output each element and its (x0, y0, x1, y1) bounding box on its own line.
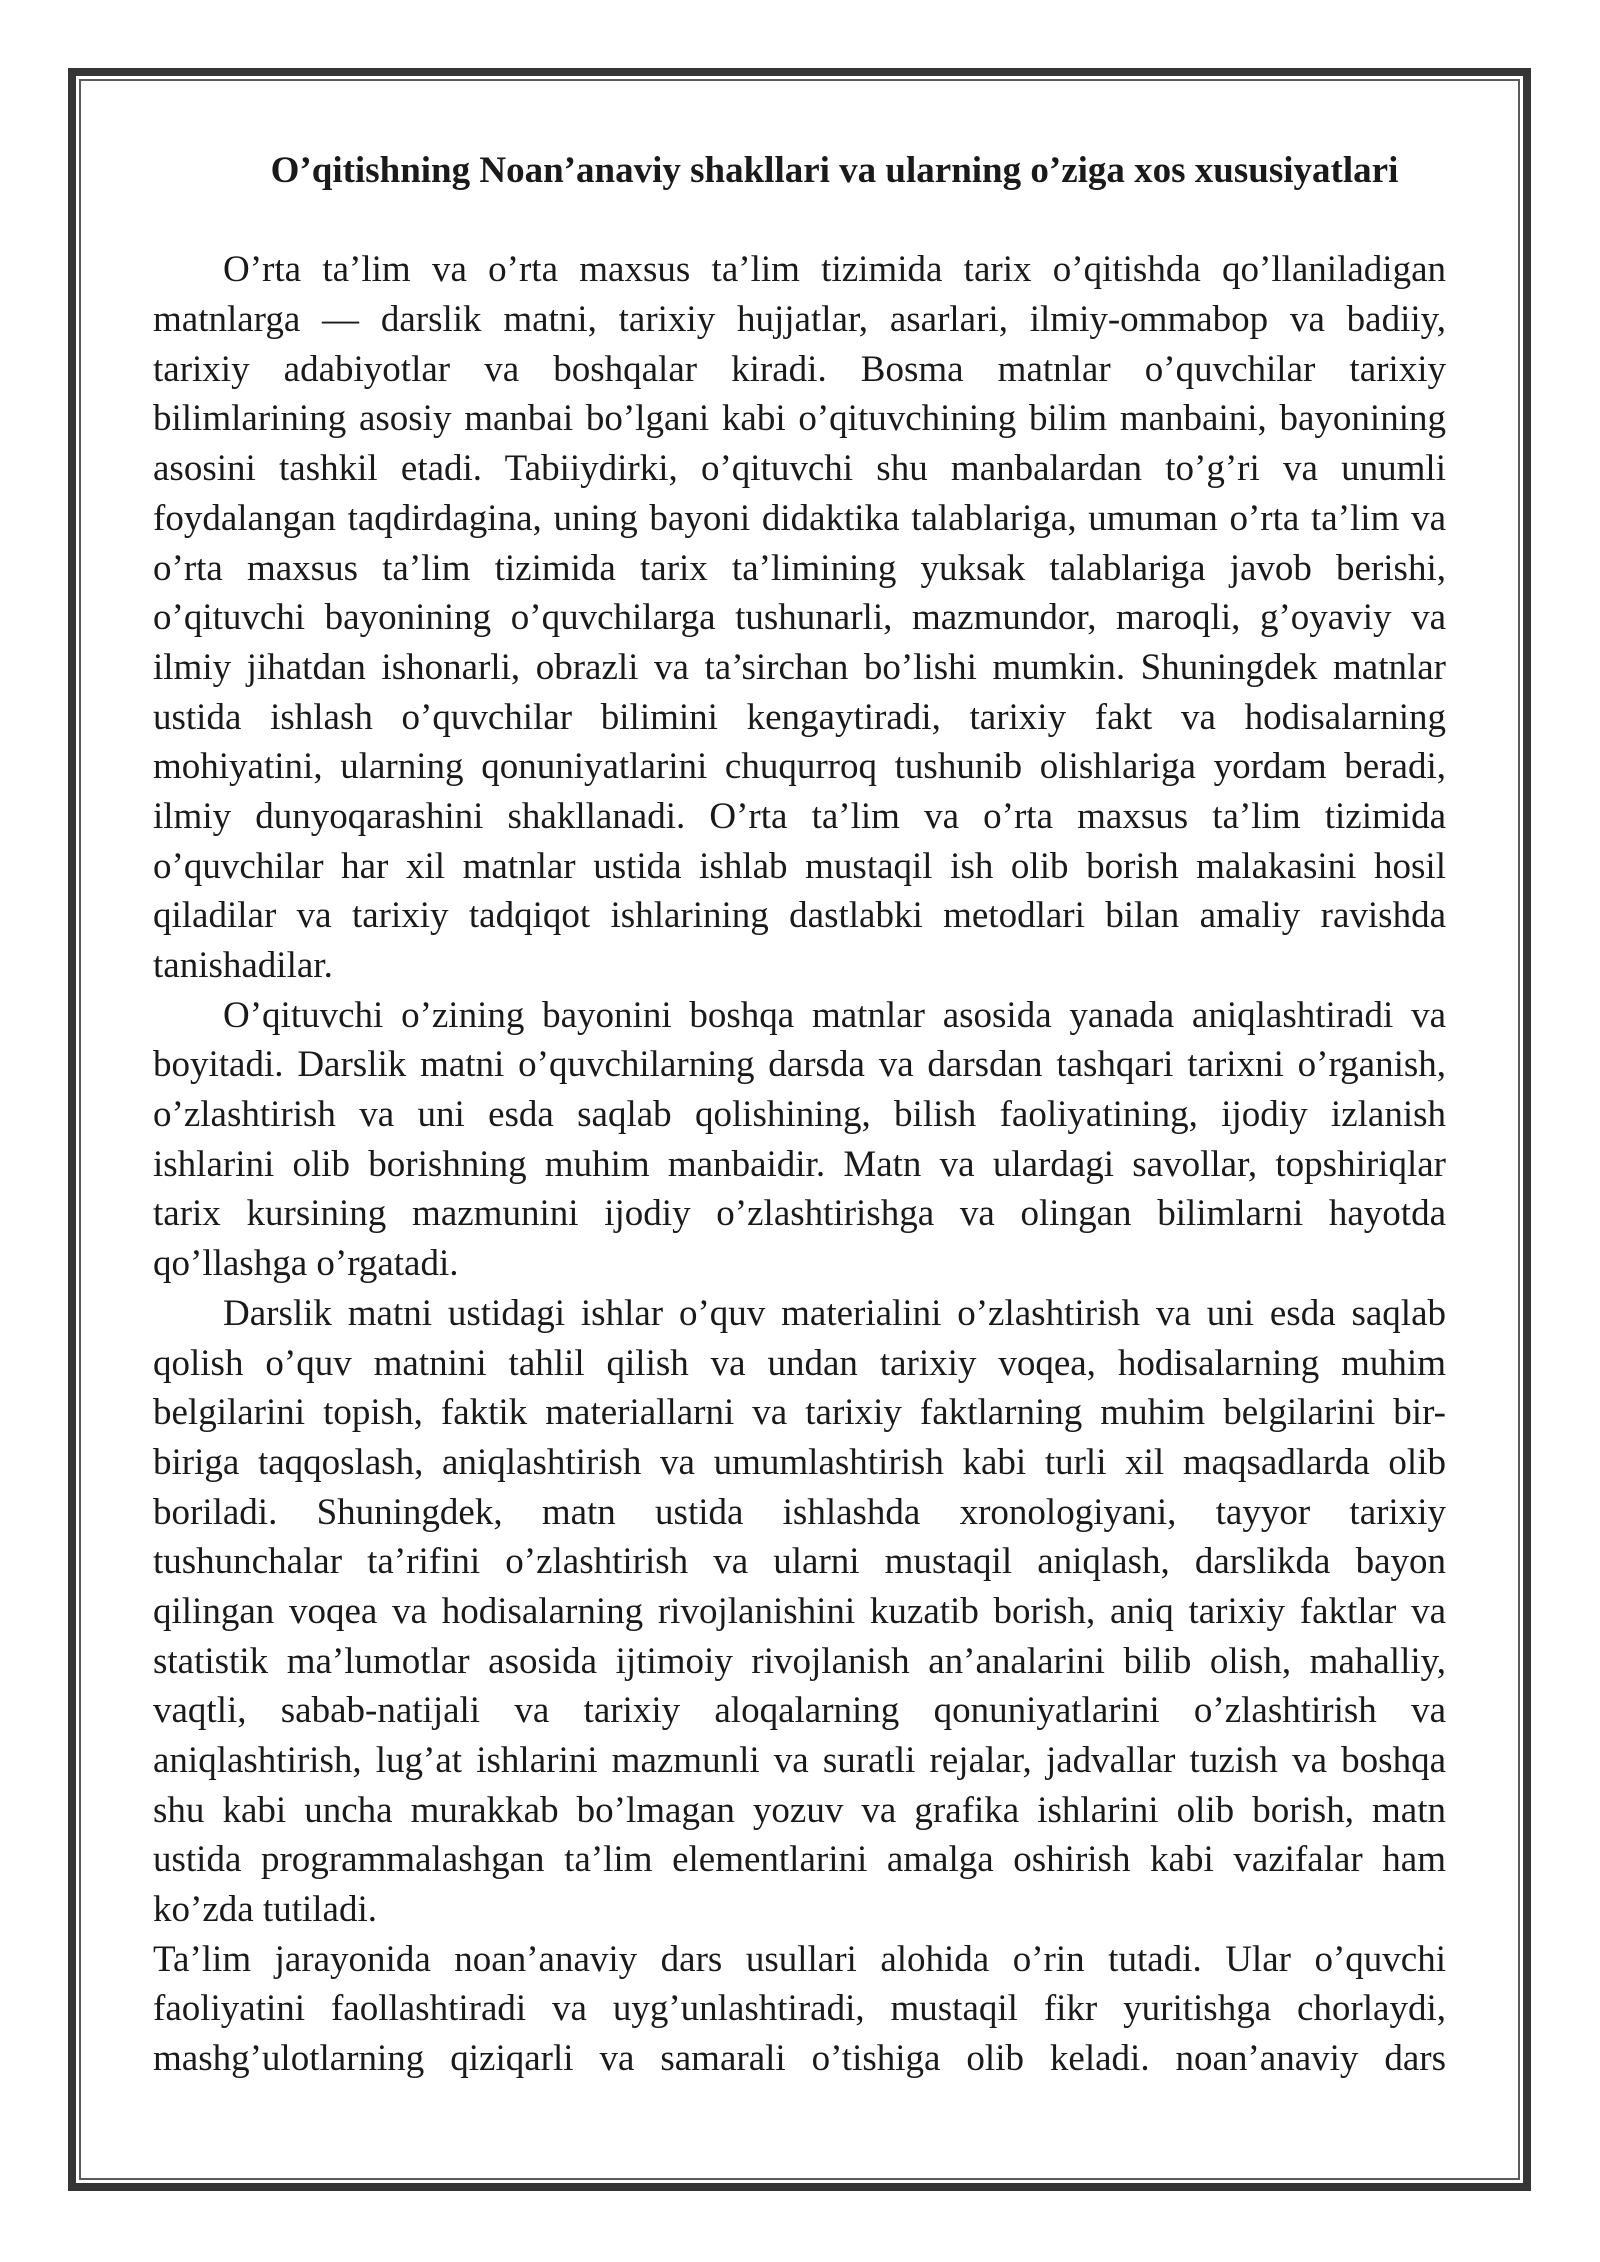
paragraph (153, 1935, 1446, 2084)
text-line: ustida ishlash o’quvchilar bilimini kengaytiradi, tarixiy fakt va hodisalarning (153, 696, 1446, 738)
text-line: mohiyatini, ularning qonuniyatlarini chuqurroq tushunib olishlariga yordam beradi, (153, 746, 1446, 788)
text-line: ustida programmalashgan ta’lim elementlarini amalga oshirish kabi vazifalar ham (153, 1839, 1446, 1881)
text-line: tanishadilar. (153, 945, 333, 986)
paragraph (153, 245, 1446, 990)
text-line: ko’zda tutiladi. (153, 1889, 377, 1931)
text-line: qilingan voqea va hodisalarning rivojlanishini kuzatib borish, aniq tarixiy faktlar va (153, 1590, 1446, 1632)
text-line: O’rta ta’lim va o’rta maxsus ta’lim tizimida tarix o’qitishda qo’llaniladigan (223, 249, 1446, 291)
text-line: vaqtli, sabab-natijali va tarixiy aloqalarning qonuniyatlarini o’zlashtirish va (153, 1690, 1446, 1732)
text-line: bilimlarining asosiy manbai bo’lgani kabi o’qituvchining bilim manbaini, bayonining (153, 398, 1446, 440)
text-line: tarixiy adabiyotlar va boshqalar kiradi. Bosma matnlar o’quvchilar tarixiy (153, 348, 1446, 390)
paragraph (153, 991, 1446, 1289)
text-line: boriladi. Shuningdek, matn ustida ishlashda xronologiyani, tayyor tarixiy (153, 1491, 1446, 1533)
text-line: o’zlashtirish va uni esda saqlab qolishining, bilish faoliyatining, ijodiy izlanish (153, 1094, 1446, 1136)
text-line: foydalangan taqdirdagina, uning bayoni didaktika talablariga, umuman o’rta ta’lim va (153, 497, 1446, 539)
text-line: o’rta maxsus ta’lim tizimida tarix ta’limining yuksak talablariga javob berishi, (153, 547, 1446, 589)
text-line: ishlarini olib borishning muhim manbaidir. Matn va ulardagi savollar, topshiriqlar (153, 1143, 1446, 1185)
text-line: o’qituvchi bayonining o’quvchilarga tushunarli, mazmundor, maroqli, g’oyaviy va (153, 597, 1446, 639)
text-line: qiladilar va tarixiy tadqiqot ishlarining dastlabki metodlari bilan amaliy ravishda (153, 895, 1446, 937)
text-line: Darslik matni ustidagi ishlar o’quv materialini o’zlashtirish va uni esda saqlab (223, 1292, 1446, 1334)
paragraph (153, 1289, 1446, 1935)
text-line: mashg’ulotlarning qiziqarli va samarali o’tishiga olib keladi. noan’anaviy dars (153, 2038, 1446, 2080)
text-line: qo’llashga o’rgatadi. (153, 1243, 459, 1285)
text-line: ilmiy jihatdan ishonarli, obrazli va ta’sirchan bo’lishi mumkin. Shuningdek matnlar (153, 646, 1446, 688)
text-line: tushunchalar ta’rifini o’zlashtirish va ularni mustaqil aniqlash, darslikda bayon (153, 1541, 1446, 1583)
text-line: qolish o’quv matnini tahlil qilish va undan tarixiy voqea, hodisalarning muhim (153, 1342, 1446, 1384)
text-line: shu kabi uncha murakkab bo’lmagan yozuv va grafika ishlarini olib borish, matn (153, 1789, 1446, 1831)
text-line: statistik ma’lumotlar asosida ijtimoiy rivojlanish an’analarini bilib olish, mahalliy, (153, 1640, 1446, 1682)
text-line: asosini tashkil etadi. Tabiiydirki, o’qituvchi shu manbalardan to’g’ri va unumli (153, 448, 1446, 490)
text-line: O’qituvchi o’zining bayonini boshqa matnlar asosida yanada aniqlashtiradi va (223, 994, 1446, 1036)
text-line: o’quvchilar har xil matnlar ustida ishlab mustaqil ish olib borish malakasini hosil (153, 845, 1446, 887)
text-line: boyitadi. Darslik matni o’quvchilarning darsda va darsdan tashqari tarixni o’rganish, (153, 1044, 1446, 1086)
text-line: Ta’lim jarayonida noan’anaviy dars usullari alohida o’rin tutadi. Ular o’quvchi (153, 1938, 1446, 1980)
text-line: biriga taqqoslash, aniqlashtirish va umumlashtirish kabi turli xil maqsadlarda olib (153, 1441, 1446, 1483)
text-line: belgilarini topish, faktik materiallarni va tarixiy faktlarning muhim belgilarini bir- (153, 1392, 1446, 1434)
text-line: ilmiy dunyoqarashini shakllanadi. O’rta ta’lim va o’rta maxsus ta’lim tizimida (153, 795, 1446, 837)
document-title: O’qitishning Noan’anaviy shakllari va ularning o’ziga xos xususiyatlari (270, 150, 1399, 191)
text-line: matnlarga — darslik matni, tarixiy hujjatlar, asarlari, ilmiy-ommabop va badiiy, (153, 299, 1446, 341)
text-line: tarix kursining mazmunini ijodiy o’zlashtirishga va olingan bilimlarni hayotda (153, 1193, 1446, 1235)
text-line: faoliyatini faollashtiradi va uyg’unlashtiradi, mustaqil fikr yuritishga chorlaydi, (153, 1988, 1446, 2030)
document-body (153, 146, 1446, 2084)
text-line: aniqlashtirish, lug’at ishlarini mazmunli va suratli rejalar, jadvallar tuzish va boshqa (153, 1740, 1446, 1781)
